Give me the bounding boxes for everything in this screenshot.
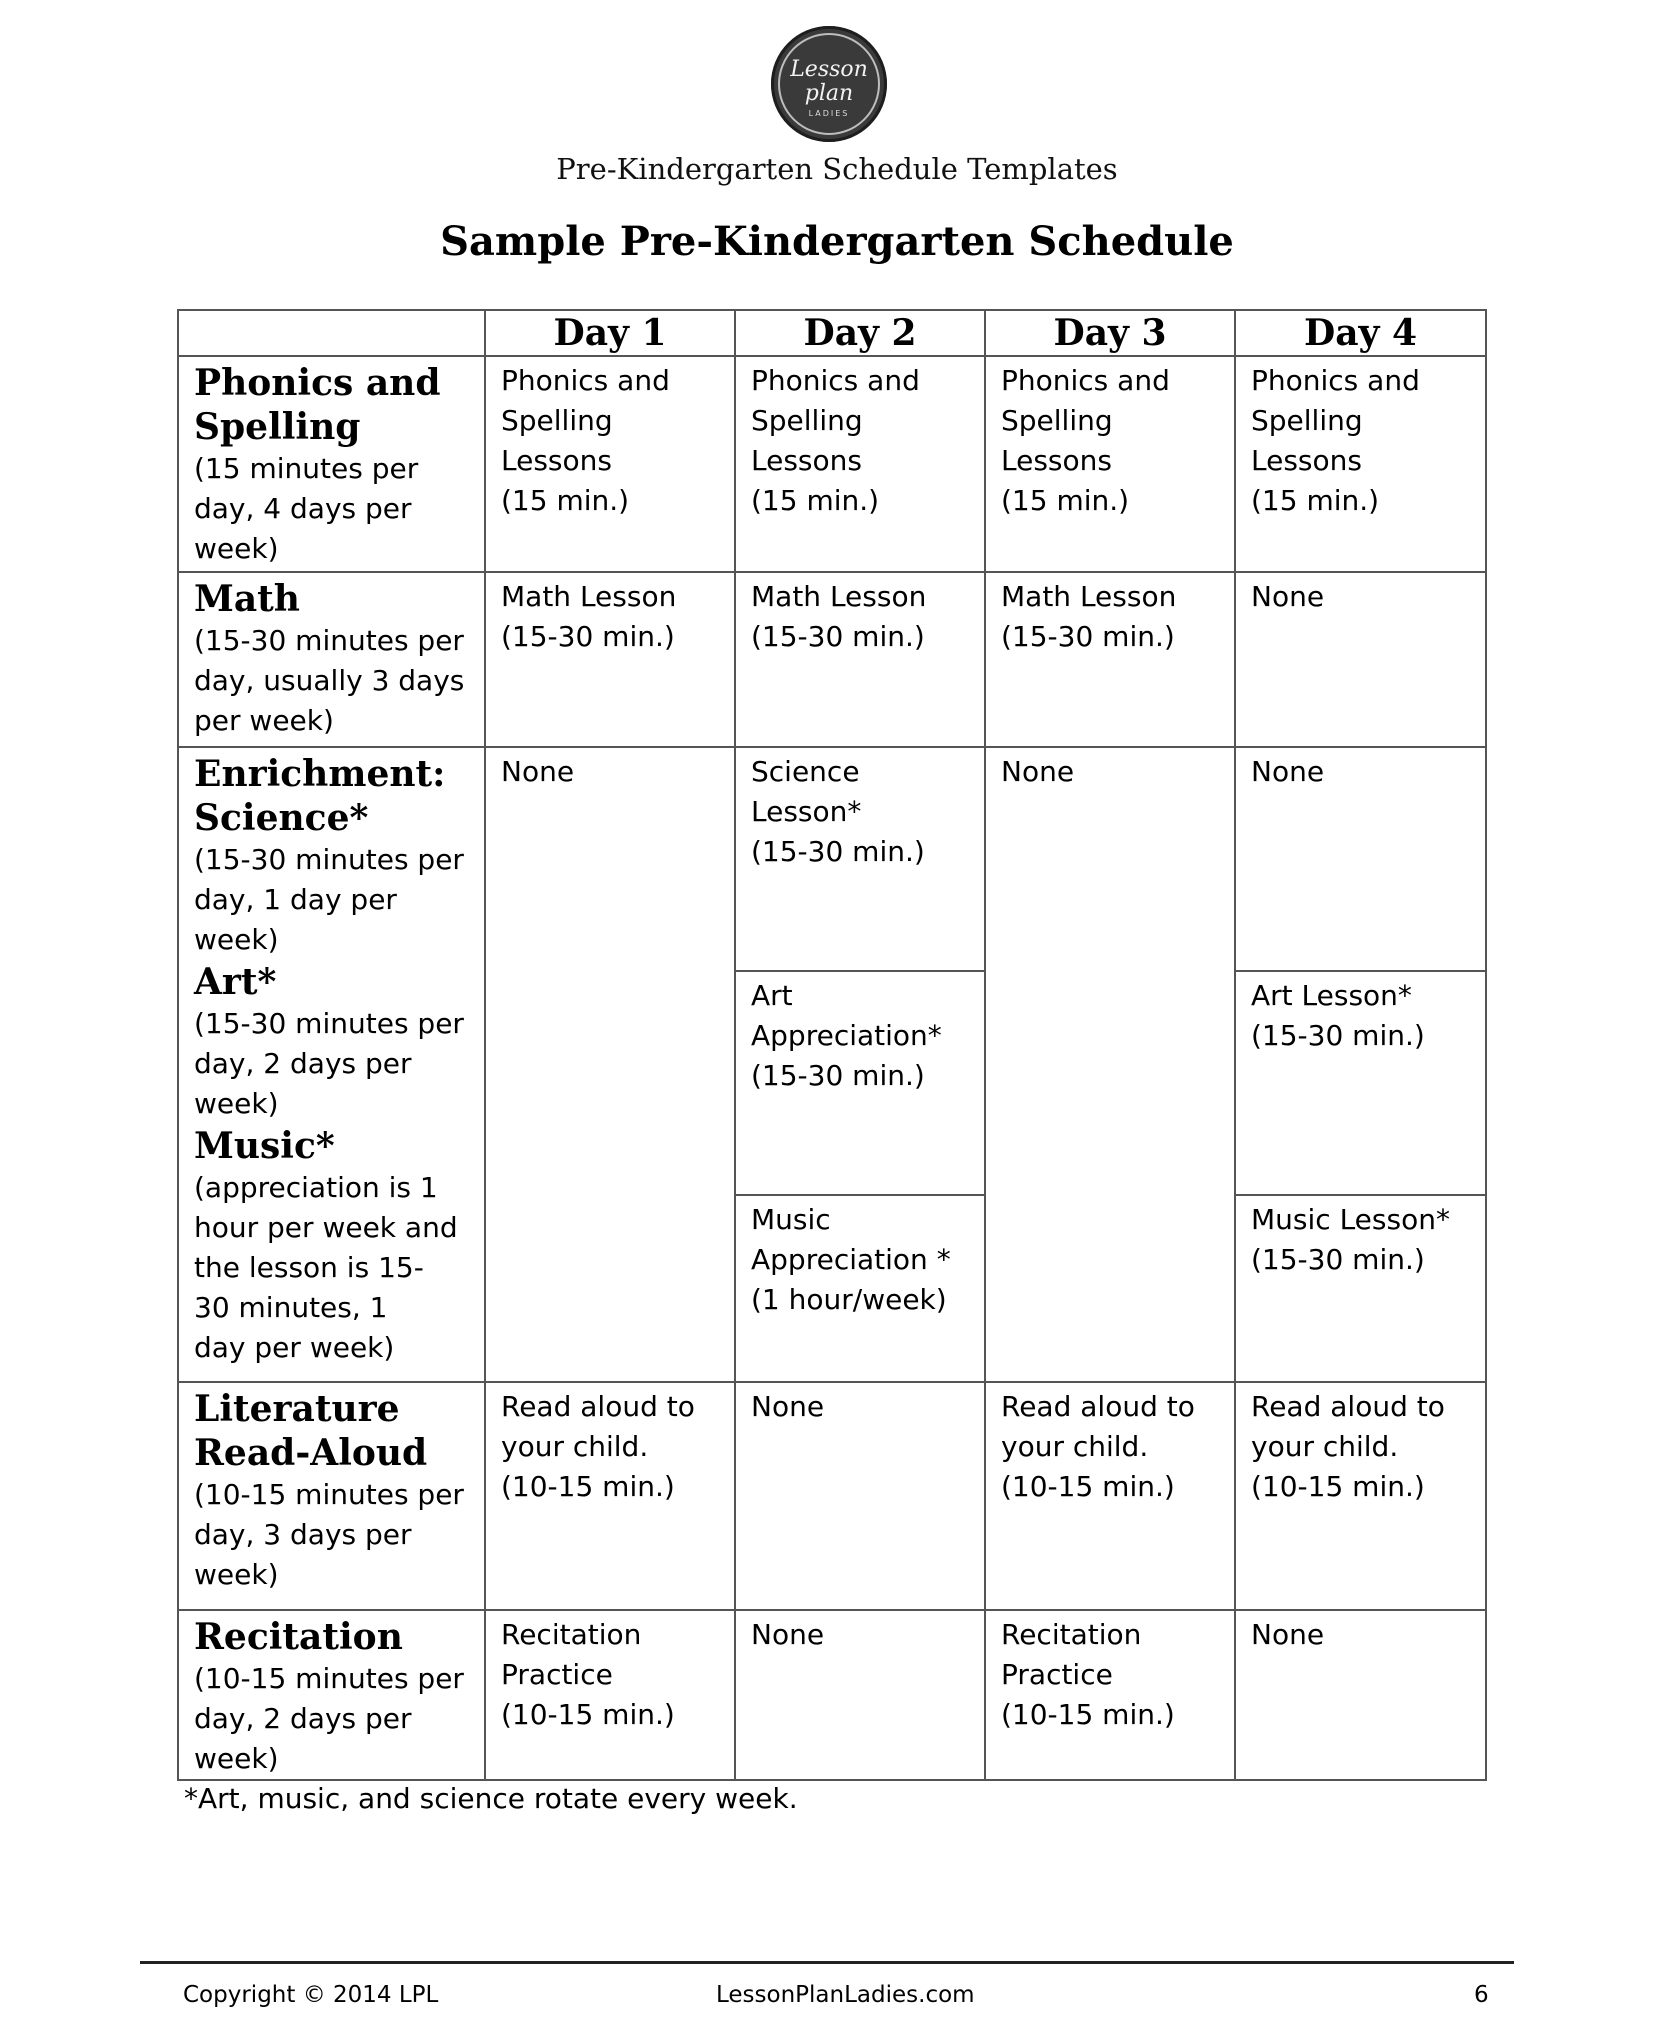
col-day-4: Day 4 xyxy=(1235,310,1486,356)
subject-note: (10-15 minutes per day, 3 days per week) xyxy=(194,1478,464,1591)
row-head-recitation xyxy=(178,1610,485,1780)
enrichment-day-2-music: Music Appreciation * (1 hour/week) xyxy=(735,1195,985,1382)
subject-note: (15 minutes per day, 4 days per week) xyxy=(194,452,419,565)
row-phonics xyxy=(178,356,1486,572)
math-day-1: Math Lesson (15-30 min.) xyxy=(485,572,735,747)
svg-text:Lesson: Lesson xyxy=(790,57,868,82)
subject-note-science: (15-30 minutes per day, 1 day per week) xyxy=(194,843,464,956)
header-row xyxy=(178,310,1486,356)
corner-cell xyxy=(178,310,485,356)
svg-text:plan: plan xyxy=(804,81,854,106)
enrichment-day-2-art: Art Appreciation* (15-30 min.) xyxy=(735,971,985,1195)
math-day-3: Math Lesson (15-30 min.) xyxy=(985,572,1235,747)
row-head-phonics xyxy=(178,356,485,572)
subject-label: Phonics and Spelling xyxy=(194,362,441,448)
row-literature xyxy=(178,1382,1486,1610)
enrichment-day-4-science: None xyxy=(1235,747,1486,971)
col-day-3: Day 3 xyxy=(985,310,1235,356)
col-day-2: Day 2 xyxy=(735,310,985,356)
math-day-4: None xyxy=(1235,572,1486,747)
row-head-enrichment xyxy=(178,747,485,1382)
math-day-2: Math Lesson (15-30 min.) xyxy=(735,572,985,747)
subject-label: Math xyxy=(194,578,300,620)
literature-day-2: None xyxy=(735,1382,985,1610)
recitation-day-1: Recitation Practice (10-15 min.) xyxy=(485,1610,735,1780)
phonics-day-3: Phonics and Spelling Lessons (15 min.) xyxy=(985,356,1235,572)
literature-day-3: Read aloud to your child. (10-15 min.) xyxy=(985,1382,1235,1610)
footer-copyright: Copyright © 2014 LPL xyxy=(183,1982,439,2008)
subject-note-music: (appreciation is 1 hour per week and the lesson is 15- 30 minutes, 1 day per week) xyxy=(194,1171,458,1364)
subject-label-music: Music* xyxy=(194,1125,335,1167)
svg-text:LADIES: LADIES xyxy=(808,109,850,118)
literature-day-1: Read aloud to your child. (10-15 min.) xyxy=(485,1382,735,1610)
recitation-day-2: None xyxy=(735,1610,985,1780)
document-subtitle: Pre-Kindergarten Schedule Templates xyxy=(556,152,1118,186)
schedule-table xyxy=(177,309,1487,1781)
page-number: 6 xyxy=(1474,1982,1489,2008)
phonics-day-4: Phonics and Spelling Lessons (15 min.) xyxy=(1235,356,1486,572)
literature-day-4: Read aloud to your child. (10-15 min.) xyxy=(1235,1382,1486,1610)
row-head-math xyxy=(178,572,485,747)
enrichment-day-3: None xyxy=(985,747,1235,1382)
subject-label: Recitation xyxy=(194,1616,403,1658)
enrichment-day-2-science: Science Lesson* (15-30 min.) xyxy=(735,747,985,971)
subject-note-art: (15-30 minutes per day, 2 days per week) xyxy=(194,1007,464,1120)
enrichment-day-1: None xyxy=(485,747,735,1382)
lesson-plan-ladies-logo xyxy=(771,26,887,142)
page-title: Sample Pre-Kindergarten Schedule xyxy=(440,218,1234,265)
footer-divider xyxy=(140,1961,1514,1964)
phonics-day-2: Phonics and Spelling Lessons (15 min.) xyxy=(735,356,985,572)
enrichment-day-4-art: Art Lesson* (15-30 min.) xyxy=(1235,971,1486,1195)
recitation-day-3: Recitation Practice (10-15 min.) xyxy=(985,1610,1235,1780)
row-math xyxy=(178,572,1486,747)
enrichment-day-4-music: Music Lesson* (15-30 min.) xyxy=(1235,1195,1486,1382)
subject-note: (10-15 minutes per day, 2 days per week) xyxy=(194,1662,464,1775)
row-head-literature xyxy=(178,1382,485,1610)
subject-label: Literature Read-Aloud xyxy=(194,1388,428,1474)
subject-label-art: Art* xyxy=(194,961,277,1003)
col-day-1: Day 1 xyxy=(485,310,735,356)
row-enrichment-science xyxy=(178,747,1486,971)
footnote: *Art, music, and science rotate every week. xyxy=(184,1782,798,1815)
recitation-day-4: None xyxy=(1235,1610,1486,1780)
subject-label-science: Enrichment: Science* xyxy=(194,753,446,839)
phonics-day-1: Phonics and Spelling Lessons (15 min.) xyxy=(485,356,735,572)
row-recitation xyxy=(178,1610,1486,1780)
subject-note: (15-30 minutes per day, usually 3 days per week) xyxy=(194,624,465,737)
footer-website: LessonPlanLadies.com xyxy=(716,1982,975,2008)
